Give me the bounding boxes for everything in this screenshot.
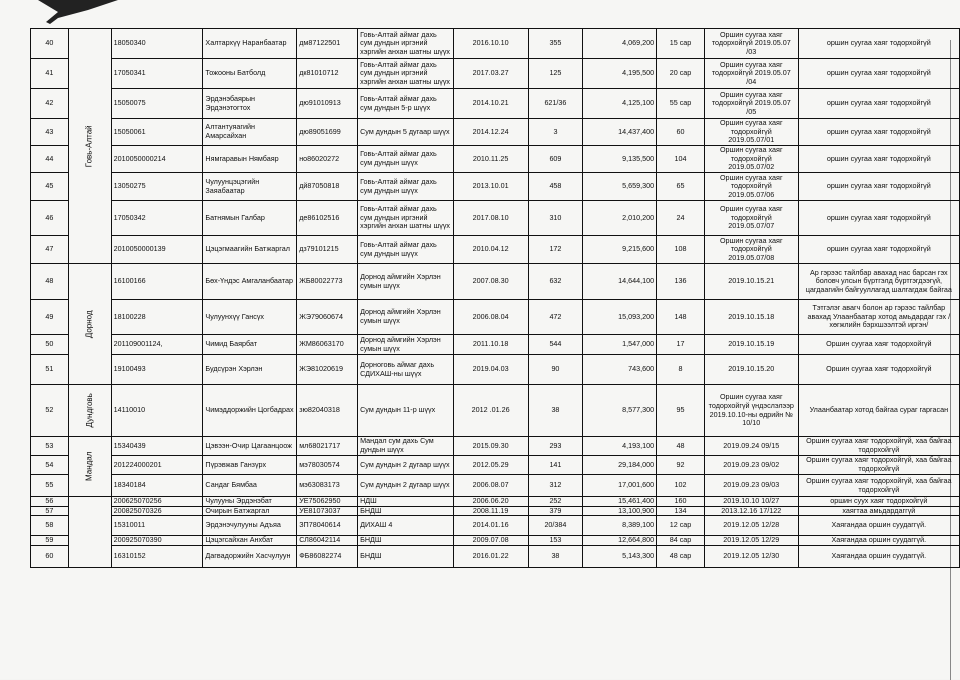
person-name-cell: Эрдэнэчулууны Адъяа [203, 516, 297, 536]
amount-cell: 14,437,400 [583, 119, 657, 146]
decision-date-cell: 2011.10.18 [453, 335, 528, 355]
id-number-cell: дю91010913 [297, 89, 358, 119]
row-number-cell: 54 [31, 456, 69, 475]
note-cell: Улаанбаатар хотод байгаа сураг гаргасан [798, 385, 959, 437]
note-cell: Хаягандаа оршин суудаггүй. [798, 516, 959, 536]
person-name-cell: Цэцэгсайхан Анхбат [203, 536, 297, 546]
note-cell: Оршин суугаа хаяг тодорхойгүй, хаа байгаа тодорхойгүй [798, 437, 959, 456]
status-cell: Оршин суугаа хаяг тодорхойгүй 2019.05.07/08 [704, 236, 798, 264]
case-number-cell: 293 [528, 437, 583, 456]
note-cell: оршин суугаа хаяг тодорхойгүй [798, 236, 959, 264]
table-row [31, 335, 960, 355]
court-name-cell: БНДШ [358, 506, 454, 516]
person-name-cell: Чулуунцэцэгийн Заяабаатар [203, 173, 297, 201]
note-cell: Оршин суугаа хаяг тодорхойгүй [798, 355, 959, 385]
decision-date-cell: 2015.09.30 [453, 437, 528, 456]
person-name-cell: Тожооны Батболд [203, 59, 297, 89]
court-name-cell: Говь-Алтай аймаг дахь сум дундын иргэний хэргийн анхан шатны шүүх [358, 201, 454, 236]
decision-date-cell: 2017.03.27 [453, 59, 528, 89]
court-name-cell: БНДШ [358, 546, 454, 568]
note-cell: оршин суугаа хаяг тодорхойгүй [798, 119, 959, 146]
registration-number-cell: 201109001124, [111, 335, 203, 355]
court-name-cell: Сум дундын 2 дугаар шүүх [358, 456, 454, 475]
decision-date-cell: 2010.11.25 [453, 146, 528, 173]
id-number-cell: дз79101215 [297, 236, 358, 264]
period-cell: 84 сар [657, 536, 705, 546]
table-row [31, 385, 960, 437]
status-cell: 2019.09.23 09/02 [704, 456, 798, 475]
case-number-cell: 379 [528, 506, 583, 516]
case-number-cell: 172 [528, 236, 583, 264]
id-number-cell: ФБ86082274 [297, 546, 358, 568]
id-number-cell: дй87050818 [297, 173, 358, 201]
status-cell: Оршин суугаа хаяг тодорхойгүй 2019.05.07/01 [704, 119, 798, 146]
case-number-cell: 125 [528, 59, 583, 89]
table-row [31, 546, 960, 568]
case-number-cell: 355 [528, 29, 583, 59]
row-number-cell: 43 [31, 119, 69, 146]
status-cell: Оршин суугаа хаяг тодорхойгүй 2019.05.07 /03 [704, 29, 798, 59]
person-name-cell: Пүрэвжав Ганзүрх [203, 456, 297, 475]
table-row [31, 506, 960, 516]
table-row [31, 355, 960, 385]
case-number-cell: 38 [528, 546, 583, 568]
registration-number-cell: 16310152 [111, 546, 203, 568]
registration-number-cell: 2010050000214 [111, 146, 203, 173]
decision-date-cell: 2010.04.12 [453, 236, 528, 264]
table-row [31, 497, 960, 507]
id-number-cell: дю89051699 [297, 119, 358, 146]
id-number-cell: СЛ86042114 [297, 536, 358, 546]
decision-date-cell: 2016.01.22 [453, 546, 528, 568]
status-cell: 2019.09.24 09/15 [704, 437, 798, 456]
status-cell: Оршин суугаа хаяг тодорхойгүй үндэслэлээр 2019.10.10-ны өдрийн № 10/10 [704, 385, 798, 437]
case-number-cell: 632 [528, 264, 583, 300]
amount-cell: 13,100,900 [583, 506, 657, 516]
status-cell: 2019.09.23 09/03 [704, 475, 798, 497]
status-cell: Оршин суугаа хаяг тодорхойгүй 2019.05.07 /04 [704, 59, 798, 89]
registration-number-cell: 14110010 [111, 385, 203, 437]
table-row [31, 456, 960, 475]
region-group-cell [68, 29, 111, 264]
id-number-cell: мл68021717 [297, 437, 358, 456]
decision-date-cell: 2007.08.30 [453, 264, 528, 300]
period-cell: 48 сар [657, 546, 705, 568]
decision-date-cell: 2012.05.29 [453, 456, 528, 475]
period-cell: 60 [657, 119, 705, 146]
id-number-cell: зю82040318 [297, 385, 358, 437]
region-name: Говь-Алтай [84, 125, 94, 167]
registration-number-cell: 2010050000139 [111, 236, 203, 264]
court-name-cell: Сум дундын 5 дугаар шүүх [358, 119, 454, 146]
decision-date-cell: 2008.11.19 [453, 506, 528, 516]
row-number-cell: 49 [31, 300, 69, 335]
period-cell: 55 сар [657, 89, 705, 119]
decision-date-cell: 2014.10.21 [453, 89, 528, 119]
case-number-cell: 141 [528, 456, 583, 475]
note-cell: оршин суугаа хаяг тодорхойгүй [798, 59, 959, 89]
id-number-cell: дм87122501 [297, 29, 358, 59]
person-name-cell: Цэцэгмаагийн Батжаргал [203, 236, 297, 264]
region-group-cell [68, 497, 111, 568]
registration-number-cell: 200825070326 [111, 506, 203, 516]
table-row [31, 29, 960, 59]
status-cell: 2019.10.10 10/27 [704, 497, 798, 507]
case-number-cell: 3 [528, 119, 583, 146]
case-number-cell: 472 [528, 300, 583, 335]
id-number-cell: ЖБ80022773 [297, 264, 358, 300]
person-name-cell: Чимэддоржийн Цогбадрах [203, 385, 297, 437]
region-name: Дундговь [84, 393, 94, 428]
region-group-cell [68, 264, 111, 385]
amount-cell: 12,664,800 [583, 536, 657, 546]
registration-number-cell: 18050340 [111, 29, 203, 59]
id-number-cell: ЖМ86063170 [297, 335, 358, 355]
id-number-cell: УЕ81073037 [297, 506, 358, 516]
case-number-cell: 310 [528, 201, 583, 236]
row-number-cell: 53 [31, 437, 69, 456]
row-number-cell: 52 [31, 385, 69, 437]
case-number-cell: 544 [528, 335, 583, 355]
court-name-cell: Говь-Алтай аймаг дахь сум дундын шүүх [358, 146, 454, 173]
row-number-cell: 51 [31, 355, 69, 385]
status-cell: Оршин суугаа хаяг тодорхойгүй 2019.05.07/07 [704, 201, 798, 236]
case-number-cell: 38 [528, 385, 583, 437]
registration-number-cell: 15050061 [111, 119, 203, 146]
amount-cell: 8,577,300 [583, 385, 657, 437]
case-number-cell: 252 [528, 497, 583, 507]
period-cell: 48 [657, 437, 705, 456]
court-name-cell: Говь-Алтай аймаг дахь сум дундын шүүх [358, 173, 454, 201]
amount-cell: 29,184,000 [583, 456, 657, 475]
amount-cell: 9,215,600 [583, 236, 657, 264]
row-number-cell: 50 [31, 335, 69, 355]
note-cell: Хаягандаа оршин суудаггүй. [798, 536, 959, 546]
id-number-cell: де86102516 [297, 201, 358, 236]
decision-date-cell: 2012 .01.26 [453, 385, 528, 437]
decision-date-cell: 2006.08.04 [453, 300, 528, 335]
table-row [31, 201, 960, 236]
table-row [31, 536, 960, 546]
amount-cell: 9,135,500 [583, 146, 657, 173]
period-cell: 95 [657, 385, 705, 437]
registration-number-cell: 17050341 [111, 59, 203, 89]
amount-cell: 4,069,200 [583, 29, 657, 59]
note-cell: оршин суугаа хаяг тодорхойгүй [798, 89, 959, 119]
period-cell: 15 сар [657, 29, 705, 59]
amount-cell: 743,600 [583, 355, 657, 385]
note-cell: Оршин суугаа хаяг тодорхойгүй, хаа байгаа тодорхойгүй [798, 475, 959, 497]
status-cell: Оршин суугаа хаяг тодорхойгүй 2019.05.07/02 [704, 146, 798, 173]
registration-number-cell: 200925070390 [111, 536, 203, 546]
registration-number-cell: 15310011 [111, 516, 203, 536]
case-number-cell: 90 [528, 355, 583, 385]
table-row [31, 300, 960, 335]
status-cell: 2019.10.15.21 [704, 264, 798, 300]
period-cell: 108 [657, 236, 705, 264]
row-number-cell: 55 [31, 475, 69, 497]
court-name-cell: Дорноговь аймаг дахь СДИХАШ-ны шүүх [358, 355, 454, 385]
region-name: Дорнод [84, 310, 94, 338]
row-number-cell: 47 [31, 236, 69, 264]
status-cell: 2019.10.15.19 [704, 335, 798, 355]
period-cell: 148 [657, 300, 705, 335]
note-cell: оршин суугаа хаяг тодорхойгүй [798, 173, 959, 201]
period-cell: 136 [657, 264, 705, 300]
court-name-cell: Говь-Алтай аймаг дахь сум дундын шүүх [358, 236, 454, 264]
status-cell: 2019.12.05 12/28 [704, 516, 798, 536]
row-number-cell: 42 [31, 89, 69, 119]
person-name-cell: Эрдэнэбаярын Эрдэнэтогтох [203, 89, 297, 119]
registration-number-cell: 15050075 [111, 89, 203, 119]
person-name-cell: Чимид Баярбат [203, 335, 297, 355]
amount-cell: 14,644,100 [583, 264, 657, 300]
decision-date-cell: 2014.12.24 [453, 119, 528, 146]
note-cell: Тэтгэлэг авагч болон ар гэрээс тайлбар авахад Улаанбаатар хотод амьдардаг гэх /хөгжлийн бэрхшээлтэй иргэн/ [798, 300, 959, 335]
status-cell: 2019.12.05 12/29 [704, 536, 798, 546]
note-cell: оршин суугаа хаяг тодорхойгүй [798, 29, 959, 59]
table-row [31, 59, 960, 89]
registration-number-cell: 18340184 [111, 475, 203, 497]
amount-cell: 2,010,200 [583, 201, 657, 236]
period-cell: 134 [657, 506, 705, 516]
case-number-cell: 609 [528, 146, 583, 173]
case-number-cell: 621/36 [528, 89, 583, 119]
status-cell: Оршин суугаа хаяг тодорхойгүй 2019.05.07/06 [704, 173, 798, 201]
amount-cell: 1,547,000 [583, 335, 657, 355]
person-name-cell: Нямгаравын Нямбаяр [203, 146, 297, 173]
court-name-cell: БНДШ [358, 536, 454, 546]
amount-cell: 8,389,100 [583, 516, 657, 536]
note-cell: хаягтаа амьдардаггүй [798, 506, 959, 516]
court-name-cell: НДШ [358, 497, 454, 507]
amount-cell: 4,193,100 [583, 437, 657, 456]
table-row [31, 119, 960, 146]
registration-number-cell: 200625070256 [111, 497, 203, 507]
note-cell: оршин суух хаяг тодорхойгүй [798, 497, 959, 507]
registration-number-cell: 18100228 [111, 300, 203, 335]
amount-cell: 15,461,400 [583, 497, 657, 507]
row-number-cell: 44 [31, 146, 69, 173]
person-name-cell: Сандаг Бямбаа [203, 475, 297, 497]
registration-number-cell: 16100166 [111, 264, 203, 300]
court-name-cell: Говь-Алтай аймаг дахь сум дундын иргэний хэргийн анхан шатны шүүх [358, 59, 454, 89]
period-cell: 8 [657, 355, 705, 385]
case-number-cell: 153 [528, 536, 583, 546]
status-cell: 2019.12.05 12/30 [704, 546, 798, 568]
row-number-cell: 58 [31, 516, 69, 536]
row-number-cell: 56 [31, 497, 69, 507]
status-cell: Оршин суугаа хаяг тодорхойгүй 2019.05.07 /05 [704, 89, 798, 119]
note-cell: оршин суугаа хаяг тодорхойгүй [798, 201, 959, 236]
status-cell: 2019.10.15.20 [704, 355, 798, 385]
case-number-cell: 20/384 [528, 516, 583, 536]
amount-cell: 4,125,100 [583, 89, 657, 119]
court-name-cell: Дорнод аймгийн Хэрлэн сумын шүүх [358, 300, 454, 335]
row-number-cell: 45 [31, 173, 69, 201]
table-row [31, 437, 960, 456]
period-cell: 20 сар [657, 59, 705, 89]
status-cell: 2013.12.16 17/122 [704, 506, 798, 516]
region-group-cell [68, 437, 111, 497]
amount-cell: 17,001,600 [583, 475, 657, 497]
court-name-cell: Сум дундын 11-р шүүх [358, 385, 454, 437]
id-number-cell: ЖЭ79060674 [297, 300, 358, 335]
id-number-cell: ЖЭ81020619 [297, 355, 358, 385]
person-name-cell: Алтантуяагийн Амарсайхан [203, 119, 297, 146]
amount-cell: 5,143,300 [583, 546, 657, 568]
id-number-cell: ЗП78040614 [297, 516, 358, 536]
note-cell: Оршин суугаа хаяг тодорхойгүй [798, 335, 959, 355]
decision-date-cell: 2006.08.07 [453, 475, 528, 497]
table-row [31, 516, 960, 536]
row-number-cell: 46 [31, 201, 69, 236]
registration-number-cell: 17050342 [111, 201, 203, 236]
court-name-cell: Мандал сум дахь Сум дундын шүүх [358, 437, 454, 456]
decision-date-cell: 2016.10.10 [453, 29, 528, 59]
case-number-cell: 458 [528, 173, 583, 201]
id-number-cell: УЕ75062950 [297, 497, 358, 507]
period-cell: 104 [657, 146, 705, 173]
court-name-cell: Сум дундын 2 дугаар шүүх [358, 475, 454, 497]
person-name-cell: Чулуунхүү Гансүх [203, 300, 297, 335]
amount-cell: 4,195,500 [583, 59, 657, 89]
id-number-cell: дк81010712 [297, 59, 358, 89]
registration-number-cell: 19100493 [111, 355, 203, 385]
row-number-cell: 40 [31, 29, 69, 59]
period-cell: 12 сар [657, 516, 705, 536]
period-cell: 160 [657, 497, 705, 507]
period-cell: 17 [657, 335, 705, 355]
person-name-cell: Дагвадоржийн Хасчулуун [203, 546, 297, 568]
row-number-cell: 59 [31, 536, 69, 546]
table-row [31, 475, 960, 497]
table-row [31, 89, 960, 119]
id-number-cell: мэ78030574 [297, 456, 358, 475]
table-row [31, 264, 960, 300]
decision-date-cell: 2013.10.01 [453, 173, 528, 201]
court-name-cell: Дорнод аймгийн Хэрлэн сумын шүүх [358, 264, 454, 300]
registration-number-cell: 201224000201 [111, 456, 203, 475]
decision-date-cell: 2017.08.10 [453, 201, 528, 236]
person-name-cell: Батнямын Галбар [203, 201, 297, 236]
row-number-cell: 41 [31, 59, 69, 89]
court-name-cell: Говь-Алтай аймаг дахь сум дундын иргэний хэргийн анхан шатны шүүх [358, 29, 454, 59]
row-number-cell: 60 [31, 546, 69, 568]
court-name-cell: ДИХАШ 4 [358, 516, 454, 536]
person-name-cell: Будсүрэн Хэрлэн [203, 355, 297, 385]
row-number-cell: 57 [31, 506, 69, 516]
court-name-cell: Дорнод аймгийн Хэрлэн сумын шүүх [358, 335, 454, 355]
amount-cell: 5,659,300 [583, 173, 657, 201]
id-number-cell: но86020272 [297, 146, 358, 173]
period-cell: 24 [657, 201, 705, 236]
region-name: Мандал [84, 451, 94, 482]
period-cell: 92 [657, 456, 705, 475]
corner-fold-mark-icon [28, 0, 118, 24]
id-number-cell: мэ63083173 [297, 475, 358, 497]
status-cell: 2019.10.15.18 [704, 300, 798, 335]
person-name-cell: Очирын Батжаргал [203, 506, 297, 516]
person-name-cell: Чулууны Эрдэнэбат [203, 497, 297, 507]
region-group-cell [68, 385, 111, 437]
period-cell: 102 [657, 475, 705, 497]
table-row [31, 146, 960, 173]
decision-date-cell: 2009.07.08 [453, 536, 528, 546]
registration-number-cell: 13050275 [111, 173, 203, 201]
note-cell: Хаягандаа оршин суудаггүй. [798, 546, 959, 568]
case-number-cell: 312 [528, 475, 583, 497]
person-name-cell: Цэвээн-Очир Цагаанцоож [203, 437, 297, 456]
registration-number-cell: 15340439 [111, 437, 203, 456]
court-name-cell: Говь-Алтай аймаг дахь сум дундын 5-р шүүх [358, 89, 454, 119]
decision-date-cell: 2014.01.16 [453, 516, 528, 536]
decision-date-cell: 2006.06.20 [453, 497, 528, 507]
table-row [31, 173, 960, 201]
table-row [31, 236, 960, 264]
records-table [30, 28, 960, 568]
note-cell: Оршин суугаа хаяг тодорхойгүй, хаа байгаа тодорхойгүй [798, 456, 959, 475]
row-number-cell: 48 [31, 264, 69, 300]
person-name-cell: Халтархүү Наранбаатар [203, 29, 297, 59]
period-cell: 65 [657, 173, 705, 201]
note-cell: Ар гэрээс тайлбар авахад нас барсан гэх боловч улсын бүртгэлд бүртгэгдээгүй, цагдаагийн байгууллагад шалгагдаж байгаа [798, 264, 959, 300]
note-cell: оршин суугаа хаяг тодорхойгүй [798, 146, 959, 173]
decision-date-cell: 2019.04.03 [453, 355, 528, 385]
person-name-cell: Бөх-Үндэс Амгаланбаатар [203, 264, 297, 300]
amount-cell: 15,093,200 [583, 300, 657, 335]
